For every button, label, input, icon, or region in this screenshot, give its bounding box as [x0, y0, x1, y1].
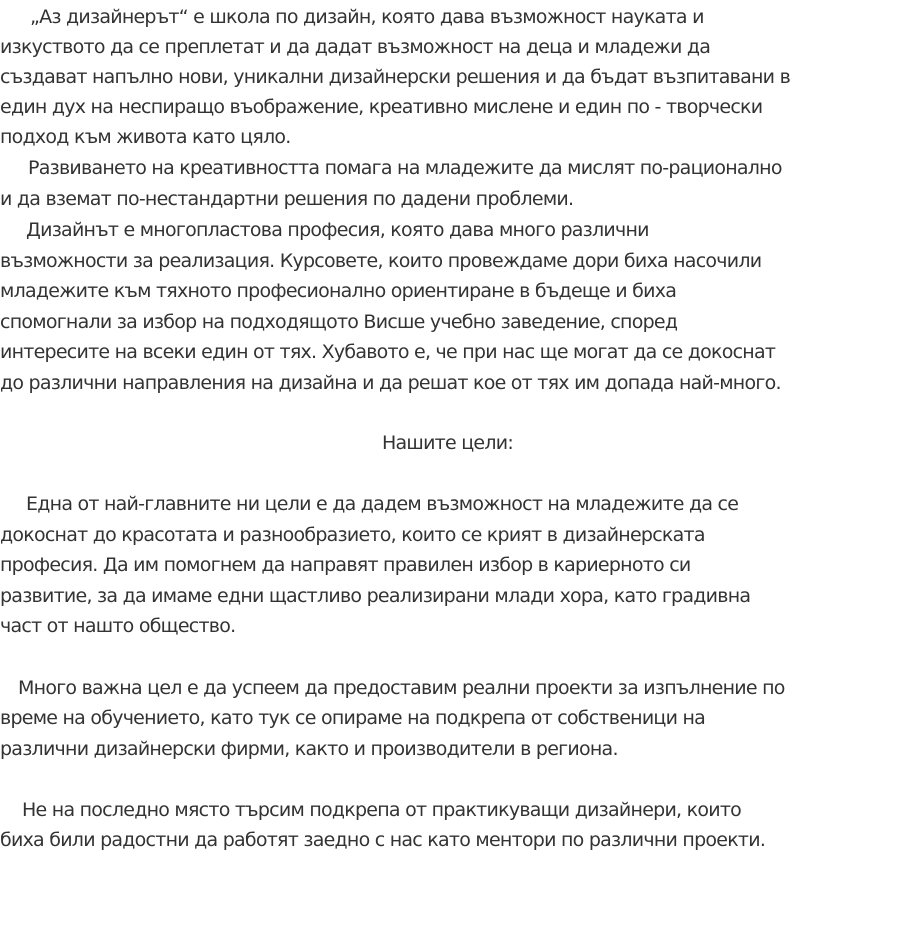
paragraph-6-line: Не на последно място търсим подкрепа от практикуващи дизайнери, които: [22, 799, 742, 821]
paragraph-2-line: и да вземат по-нестандартни решения по дадени проблеми.: [0, 188, 574, 210]
paragraph-3-line: младежите към тяхното професионално ориентиране в бъдеще и биха: [0, 280, 677, 302]
paragraph-3-line: възможности за реализация. Курсовете, които провеждаме дори биха насочили: [0, 250, 762, 272]
paragraph-4-line: докоснат до красотата и разнообразието, които се крият в дизайнерската: [0, 524, 705, 546]
paragraph-1-line: изкуството да се преплетат и да дадат възможност на деца и младежи да: [0, 36, 711, 58]
paragraph-1-line: „Аз дизайнерът“ е школа по дизайн, която дава възможност науката и: [30, 6, 704, 28]
paragraph-1-line: подход към живота като цяло.: [0, 126, 291, 148]
paragraph-5-line: време на обучението, като тук се опираме на подкрепа от собственици на: [0, 707, 706, 729]
paragraph-4-line: развитие, за да имаме едни щастливо реализирани млади хора, като градивна: [0, 585, 751, 607]
paragraph-4-line: част от нашто общество.: [0, 615, 236, 637]
paragraph-5-line: различни дизайнерски фирми, както и производители в региона.: [0, 738, 618, 760]
paragraph-1-line: един дух на неспиращо въображение, креативно мислене и един по - творчески: [0, 96, 763, 118]
paragraph-3-line: Дизайнът е многопластова професия, която дава много различни: [26, 219, 649, 241]
paragraph-4-line: Една от най-главните ни цели е да дадем възможност на младежите да се: [26, 493, 739, 515]
paragraph-3-line: до различни направления на дизайна и да решат кое от тях им допада най-много.: [0, 372, 781, 394]
paragraph-1-line: създават напълно нови, уникални дизайнерски решения и да бъдат възпитавани в: [0, 66, 791, 88]
paragraph-6-line: биха били радостни да работят заедно с нас като ментори по различни проекти.: [0, 829, 766, 851]
paragraph-2-line: Развиването на креативността помага на младежите да мислят по-рационално: [28, 157, 782, 179]
paragraph-3-line: спомогнали за избор на подходящото Висше учебно заведение, според: [0, 311, 678, 333]
section-heading: Нашите цели:: [382, 432, 513, 454]
paragraph-5-line: Много важна цел е да успеем да предоставим реални проекти за изпълнение по: [18, 677, 785, 699]
paragraph-4-line: професия. Да им помогнем да направят правилен избор в кариерното си: [0, 554, 691, 576]
paragraph-3-line: интересите на всеки един от тях. Хубавото е, че при нас ще могат да се докоснат: [0, 341, 776, 363]
